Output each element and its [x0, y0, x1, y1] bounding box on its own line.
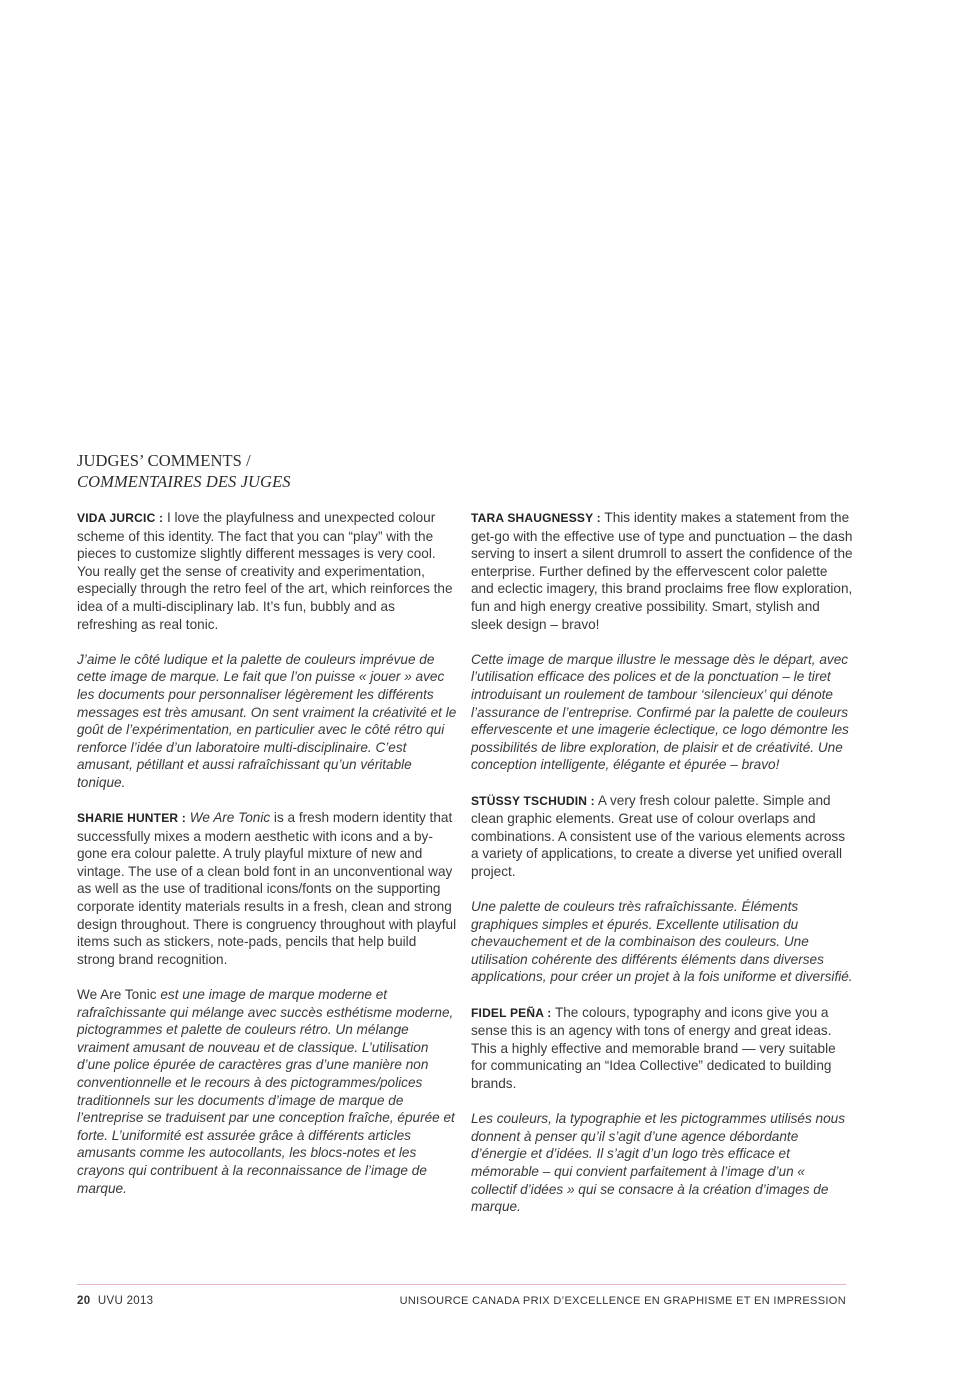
footer-title: UNISOURCE CANADA PRIX D’EXCELLENCE EN GRAPHISME ET EN IMPRESSION	[399, 1295, 846, 1307]
comment-stussy-fr: Une palette de couleurs très rafraîchissante. Éléments graphiques simples et épurés. Excellente utilisation du chevauchement et de la combinaison des couleurs. Une utilisation cohérente des différents éléments dans diverses applications, pour créer un projet à la fois uniforme et diversifié.	[471, 899, 853, 985]
left-column	[77, 509, 457, 1215]
brand-name-italic: We Are Tonic	[189, 810, 271, 826]
comment-vida-en	[77, 509, 457, 633]
judge-name-tara: TARA SHAUGNESSY :	[471, 511, 601, 525]
publication-name: UVU 2013	[97, 1295, 154, 1307]
brand-name-roman: We Are Tonic	[77, 987, 157, 1003]
comment-text: The colours, typography and icons give you a sense this is an agency with tons of energy and great ideas. This a highly effective and memorable brand — very suitable for communicating an “Idea Collective” dedicated to building brands.	[471, 1004, 836, 1091]
comment-tara-fr: Cette image de marque illustre le message dès le départ, avec l’utilisation efficace des polices et de la ponctuation – le tiret introduisant un roulement de tambour ‘silencieux’ qui dénote l’assurance de l’entreprise. Confirmé par la palette de couleurs effervescente et une imagerie éclectique, ce logo démontre les possibilités de libre exploration, de plaisir et de créativité. Une conception intelligente, élégante et épurée – bravo!	[471, 651, 849, 773]
footer-divider	[77, 1284, 846, 1285]
comment-text: A very fresh colour palette. Simple and clean graphic elements. Great use of colour overlaps and combinations. A consistent use of the various elements across a variety of applications, to create a diverse yet unified overall project.	[471, 792, 846, 879]
heading-french: COMMENTAIRES DES JUGES	[77, 472, 291, 491]
comment-stussy-en	[471, 792, 853, 881]
comment-vida-fr: J’aime le côté ludique et la palette de couleurs imprévue de cette image de marque. Le fait que l’on puisse « jouer » avec les documents pour personnaliser légèrement les différents messages est très amusant. On sent vraiment la créativité et le goût de l’expérimentation, en particulier avec le côté rétro qui renforce l’idée d’un laboratoire multi-disciplinaire. C’est amusant, pétillant et aussi rafraîchissant qu’un véritable tonique.	[77, 651, 457, 790]
comment-tara-en	[471, 509, 853, 633]
comment-sharie-en	[77, 809, 457, 968]
comment-text: This identity makes a statement from the get-go with the effective use of type and punctuation – the dash serving to insert a silent drumroll to assert the confidence of the enterprise. Further defined by the effervescent color palette and eclectic imagery, this brand proclaims free flow exploration, fun and high energy creative possibility. Smart, stylish and sleek design – bravo!	[471, 510, 853, 632]
comment-fidel-fr: Les couleurs, la typographie et les pictogrammes utilisés nous donnent à penser qu’il s’agit d’une agence débordante d’énergie et d’idées. Il s’agit d’un logo très efficace et mémorable – qui convient parfaitement à l’image d’un « collectif d’idées » qui se consacre à la création d’images de marque.	[471, 1111, 846, 1215]
judge-name-fidel: FIDEL PEÑA :	[471, 1005, 552, 1020]
comment-sharie-fr	[77, 986, 457, 1197]
comment-fidel-en	[471, 1004, 853, 1093]
heading-english: JUDGES’ COMMENTS /	[77, 451, 251, 470]
comment-text: est une image de marque moderne et rafraîchissante qui mélange avec succès esthétisme moderne, pictogrammes et palette de couleurs rétro. Un mélange vraiment amusant de nouveau et de classique. L’utilisation d’une police épurée de caractères gras d’une manière non conventionnelle et le recours à des pictogrammes/polices traditionnels sur les documents d’image de marque de l’entreprise se traduisent par une conception fraîche, épurée et forte. L’uniformité est assurée grâce à différents articles amusants comme les autocollants, les blocs-notes et les crayons qui contribuent à la reconnaissance de l’image de marque.	[77, 987, 455, 1196]
judge-name-stussy: STÜSSY TSCHUDIN :	[471, 793, 595, 808]
comment-text: is a fresh modern identity that successfully mixes a modern aesthetic with icons and a by-gone era colour palette. A truly playful mixture of new and vintage. The use of a clean bold font in an unconventional way as well as the use of traditional icons/fonts on the supporting corporate identity materials results in a fresh, clean and strong design throughout. There is congruency throughout with playful items such as stickers, note-pads, pencils that help build strong brand recognition.	[77, 810, 457, 967]
right-column	[471, 509, 853, 1233]
page-number: 20	[77, 1295, 91, 1307]
judge-name-vida: VIDA JURCIC :	[77, 511, 164, 525]
footer-folio	[77, 1295, 153, 1307]
section-heading	[77, 450, 291, 492]
comment-text: I love the playfulness and unexpected colour scheme of this identity. The fact that you can “play” with the pieces to customize slightly different messages is very cool. You really get the sense of creativity and experimentation, especially through the retro feel of the art, which reinforces the idea of a multi-disciplinary lab. It’s fun, bubbly and as refreshing as real tonic.	[77, 510, 453, 632]
judge-name-sharie: SHARIE HUNTER :	[77, 811, 187, 826]
